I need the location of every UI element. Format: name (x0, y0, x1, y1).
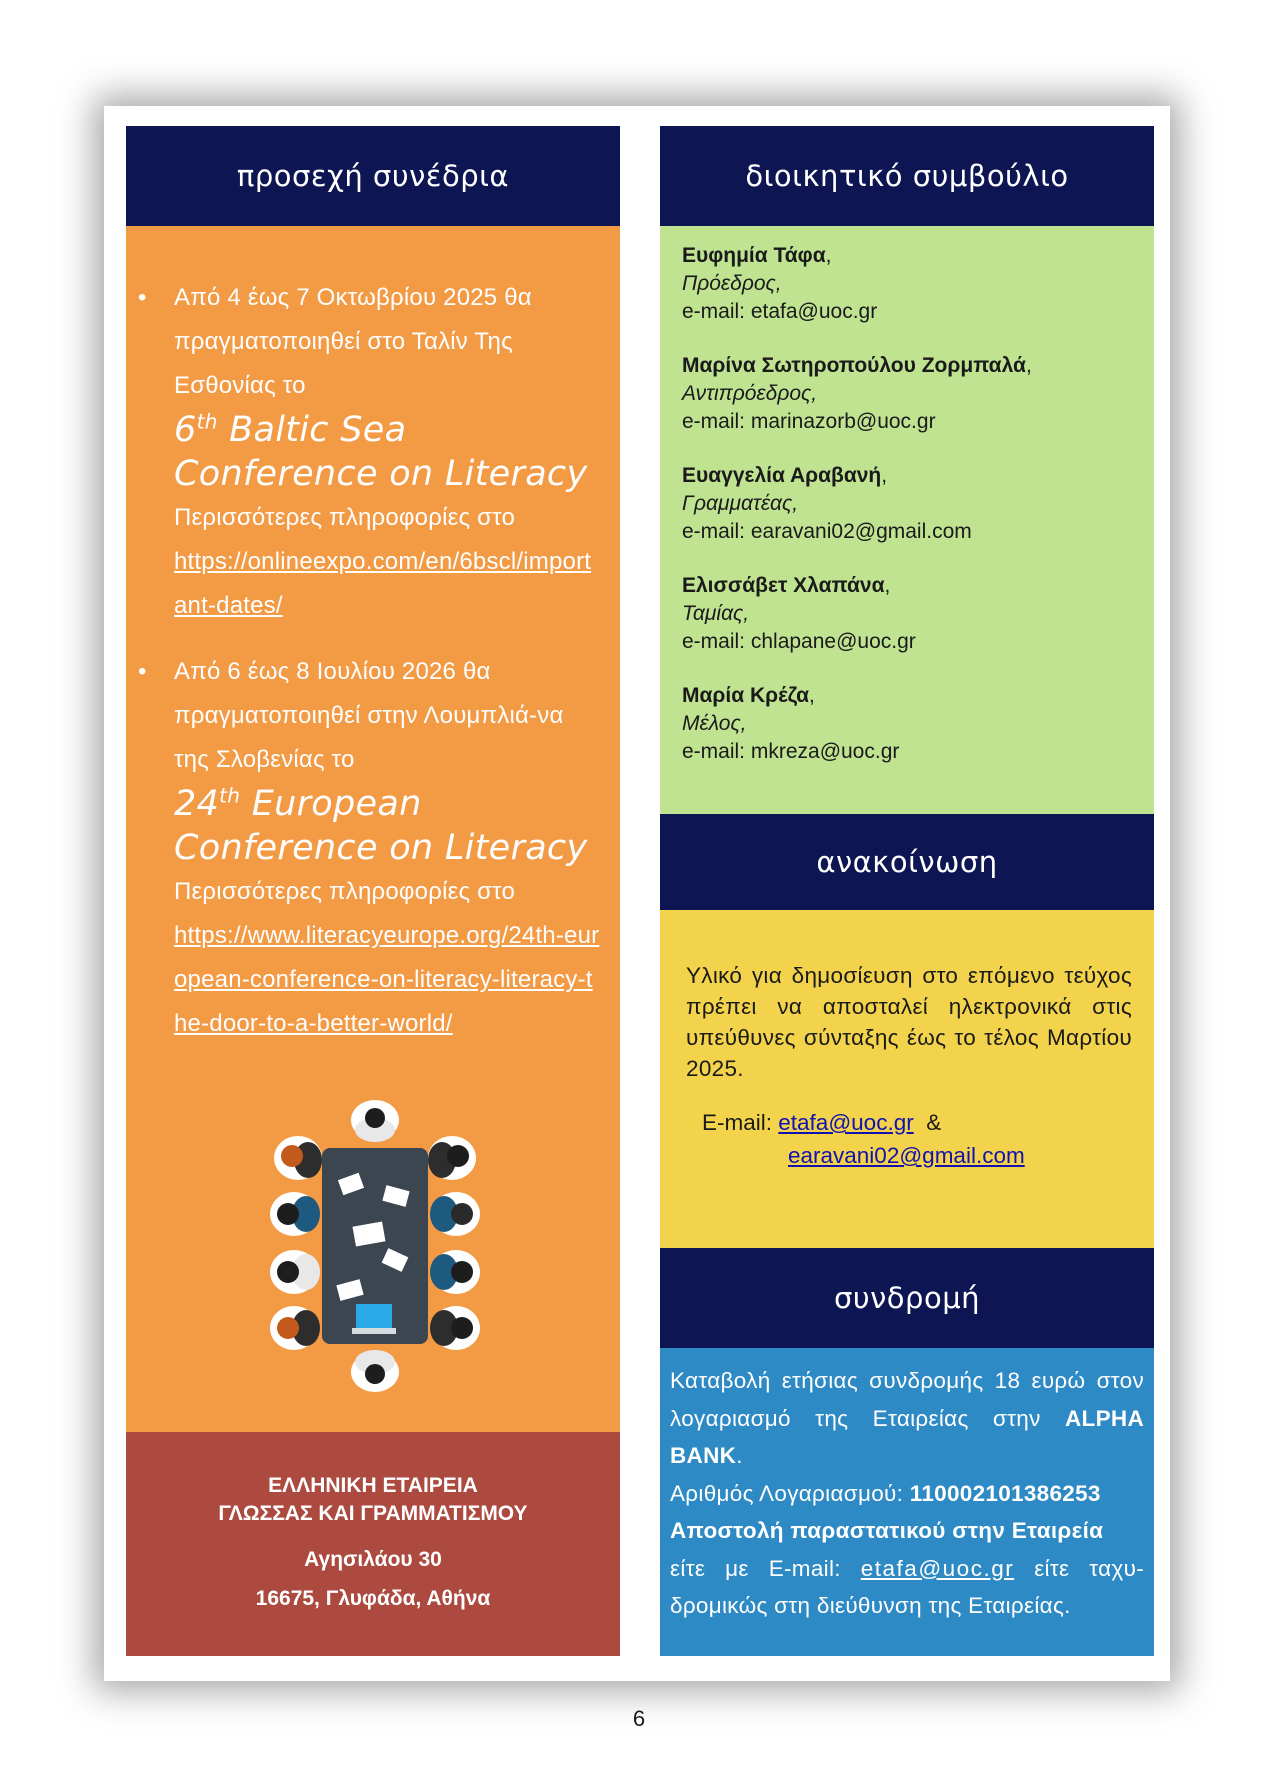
board-member-list (682, 242, 1142, 792)
proof-instruction: Αποστολή παραστατικού στην Εταιρεία (670, 1518, 1104, 1543)
conferences-panel (126, 226, 620, 1432)
more-info-label: Περισσότερες πληροφορίες στο (174, 878, 516, 905)
address-city: 16675, Γλυφάδα, Αθήνα (255, 1587, 491, 1610)
member-role: Μέλος, (682, 712, 747, 735)
conference-name: European Conference on Literacy (174, 784, 588, 868)
member-name: Μαρίνα Σωτηροπούλου Ζορμπαλά (682, 354, 1026, 377)
address-street: Αγησιλάου 30 (304, 1548, 442, 1571)
page-number: 6 (632, 1706, 646, 1731)
more-info-label: Περισσότερες πληροφορίες στο (174, 504, 516, 531)
society-name-line1: ΕΛΛΗΝΙΚΗ ΕΤΑΙΡΕΙΑ (268, 1474, 478, 1497)
subscription-header (660, 1248, 1154, 1348)
upcoming-conferences-title: προσεχή συνέδρια (236, 159, 510, 193)
bank-name: ALPHA BANK (670, 1405, 1144, 1468)
announcement-email-row (702, 1106, 941, 1139)
announcement-title: ανακοίνωση (816, 845, 998, 879)
conference-intro: Από 6 έως 8 Ιουλίου 2026 θα πραγματοποιηθεί στην Λουμπλιά-να της Σλοβενίας το (174, 658, 564, 773)
conference-ordinal: th (196, 409, 218, 434)
member-email: e-mail: chlapane@uoc.gr (682, 630, 916, 653)
member-email: e-mail: mkreza@uoc.gr (682, 740, 900, 763)
email-label: E-mail: (702, 1110, 773, 1135)
subscription-text (670, 1362, 1144, 1625)
account-label: Αριθμός Λογαριασμού: (670, 1480, 904, 1506)
announcement-header (660, 814, 1154, 910)
email-link-earavani[interactable]: earavani02@gmail.com (788, 1143, 1025, 1168)
board-title: διοικητικό συμβούλιο (745, 159, 1069, 193)
conference-number: 24 (174, 784, 220, 824)
bullet-icon: • (138, 284, 147, 311)
member-name: Ευαγγελία Αραβανή (682, 464, 882, 487)
email-separator: & (926, 1110, 942, 1135)
upcoming-conferences-header (126, 126, 620, 226)
member-name: Μαρία Κρέζα (682, 684, 810, 707)
conference-number: 6 (174, 410, 197, 450)
board-member: Ευαγγελία Αραβανή, Γραμματέας, e-mail: earavani02@gmail.com (682, 462, 1142, 546)
email-intro: είτε με E-mail: (670, 1555, 841, 1581)
member-email: e-mail: marinazorb@uoc.gr (682, 410, 936, 433)
conference-item (126, 276, 620, 628)
conference-intro: Από 4 έως 7 Οκτωβρίου 2025 θα πραγματοποιηθεί στο Ταλίν Της Εσθονίας το (174, 284, 532, 399)
postal-text: είτε ταχυ-δρομικώς στη διεύθυνση της Εταιρείας. (670, 1555, 1144, 1618)
board-panel (660, 226, 1154, 814)
board-header (660, 126, 1154, 226)
board-member: Μαρίνα Σωτηροπούλου Ζορμπαλά, Αντιπρόεδρος, e-mail: marinazorb@uoc.gr (682, 352, 1142, 436)
board-member: Μαρία Κρέζα, Μέλος, e-mail: mkreza@uoc.gr (682, 682, 1142, 766)
board-member: Ελισσάβετ Χλαπάνα, Ταμίας, e-mail: chlapane@uoc.gr (682, 572, 1142, 656)
society-footer (126, 1432, 620, 1656)
member-role: Πρόεδρος, (682, 272, 782, 295)
conference-name: Baltic Sea Conference on Literacy (174, 410, 588, 494)
conference-title (174, 782, 602, 870)
member-role: Γραμματέας, (682, 492, 799, 515)
announcement-panel (660, 910, 1154, 1248)
conference-link[interactable]: https://onlineexpo.com/en/6bscl/important-dates/ (174, 548, 592, 619)
conference-item (126, 650, 620, 1046)
member-role: Αντιπρόεδρος, (682, 382, 818, 405)
announcement-text: Υλικό για δημοσίευση στο επόμενο τεύχος πρέπει να αποσταλεί ηλεκτρονικά στις υπεύθυνες σύνταξης έως το τέλος Μαρτίου 2025. (686, 963, 1132, 1081)
subscription-email-link[interactable]: etafa@uoc.gr (860, 1555, 1015, 1581)
subscription-panel (660, 1348, 1154, 1656)
society-name-line2: ΓΛΩΣΣΑΣ ΚΑΙ ΓΡΑΜΜΑΤΙΣΜΟΥ (218, 1502, 528, 1525)
account-number: 110002101386253 (909, 1480, 1101, 1506)
email-link-etafa[interactable]: etafa@uoc.gr (778, 1110, 914, 1135)
conference-title (174, 408, 602, 496)
member-email: e-mail: earavani02@gmail.com (682, 520, 972, 543)
subscription-fee-text: Καταβολή ετήσιας συνδρομής 18 ευρώ στον λογαριασμό της Εταιρείας στην (670, 1368, 1144, 1431)
board-member: Ευφημία Τάφα, Πρόεδρος, e-mail: etafa@uoc.gr (682, 242, 1142, 326)
society-address (126, 1540, 620, 1618)
conference-ordinal: th (219, 783, 241, 808)
society-name (126, 1472, 620, 1528)
meeting-table-illustration (264, 1096, 486, 1396)
member-role: Ταμίας, (682, 602, 750, 625)
member-name: Ευφημία Τάφα (682, 244, 826, 267)
bullet-icon: • (138, 658, 147, 685)
conference-list (126, 276, 620, 1068)
member-name: Ελισσάβετ Χλαπάνα (682, 574, 885, 597)
member-email: e-mail: etafa@uoc.gr (682, 300, 878, 323)
conference-link[interactable]: https://www.literacyeurope.org/24th-european-conference-on-literacy-literacy-the-door-to-a-better-world/ (174, 922, 600, 1037)
announcement-email-row-2 (788, 1139, 1025, 1172)
subscription-title: συνδρομή (833, 1281, 981, 1315)
bank-dot: . (736, 1443, 743, 1468)
